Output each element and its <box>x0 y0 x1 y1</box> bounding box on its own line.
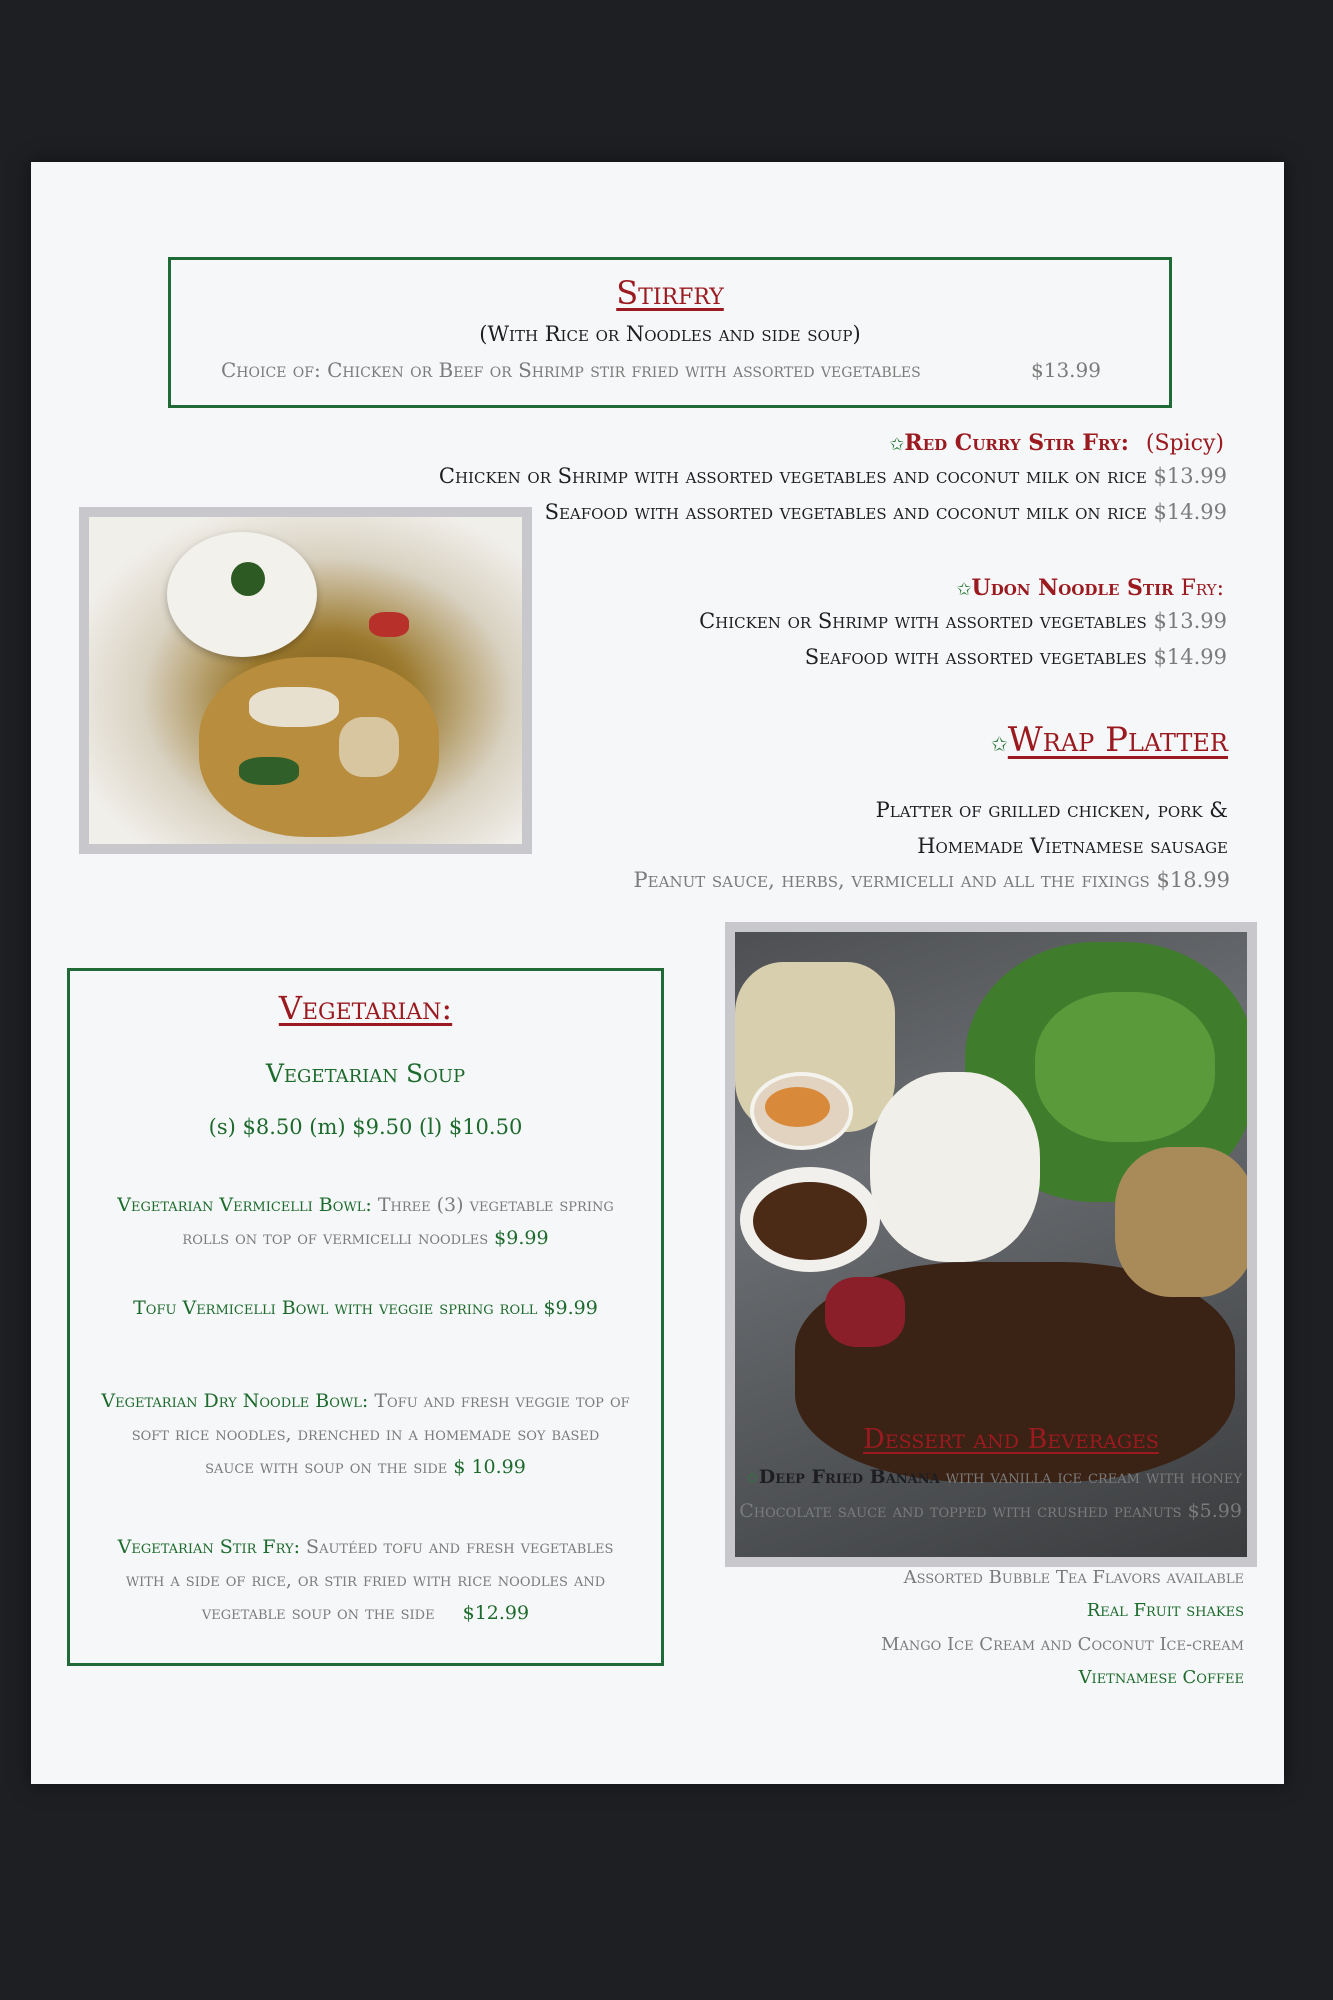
red-curry-photo <box>79 507 532 854</box>
dessert-title: Dessert and Beverages <box>863 1424 1159 1455</box>
veg-item-3-desc-a: Tofu and fresh veggie top of <box>374 1390 630 1412</box>
banana-desc-a: with vanilla ice cream with honey <box>945 1466 1242 1488</box>
star-icon: ✩ <box>991 732 1008 756</box>
wrap-line3-text: Peanut sauce, herbs, vermicelli and all the fixings <box>633 868 1150 892</box>
red-curry-line1-price: $13.99 <box>1153 464 1227 488</box>
veg-item-1-name: Vegetarian Vermicelli Bowl: <box>117 1194 372 1216</box>
vegetarian-title: Vegetarian: <box>278 989 453 1027</box>
banana-price: $5.99 <box>1187 1500 1242 1522</box>
udon-line2 <box>805 645 1227 669</box>
menu-page <box>31 162 1284 1784</box>
veg-item-4-desc-a: Sautéed tofu and fresh vegetables <box>306 1536 614 1558</box>
red-curry-line2-price: $14.99 <box>1153 500 1227 524</box>
stirfry-choice: Choice of: Chicken or Beef or Shrimp stir fried with assorted vegetables <box>221 358 921 382</box>
bev-3: Mango Ice Cream and Coconut Ice-cream <box>881 1634 1244 1655</box>
red-curry-line1-text: Chicken or Shrimp with assorted vegetables and coconut milk on rice <box>438 464 1147 488</box>
veg-item-3 <box>76 1385 655 1484</box>
udon-line1-text: Chicken or Shrimp with assorted vegetables <box>699 609 1147 633</box>
veg-item-1 <box>80 1189 651 1255</box>
veg-item-4-price: $12.99 <box>462 1602 530 1624</box>
red-curry-line2-text: Seafood with assorted vegetables and coconut milk on rice <box>544 500 1147 524</box>
wrap-price: $18.99 <box>1156 868 1230 892</box>
udon-header <box>957 575 1224 601</box>
star-icon: ✩ <box>956 580 972 600</box>
wrap-header <box>991 720 1228 760</box>
red-curry-line2 <box>545 500 1227 524</box>
stirfry-price: $13.99 <box>1031 358 1101 382</box>
veg-item-4-desc-c: vegetable soup on the side <box>201 1602 435 1624</box>
banana-desc-b: Chocolate sauce and topped with crushed peanuts <box>739 1500 1182 1522</box>
vegetarian-box <box>67 968 664 1666</box>
udon-line1-price: $13.99 <box>1153 609 1227 633</box>
veg-item-3-desc-b: soft rice noodles, drenched in a homemade soy based <box>131 1423 600 1445</box>
udon-title: Udon Noodle Stir <box>971 575 1174 601</box>
red-curry-line1 <box>439 464 1227 488</box>
red-curry-note: (Spicy) <box>1145 431 1224 456</box>
veg-item-3-name: Vegetarian Dry Noodle Bowl: <box>101 1390 369 1412</box>
wrap-line3 <box>634 868 1230 892</box>
stirfry-title: Stirfry <box>616 274 724 312</box>
veg-item-1-price: $9.99 <box>494 1227 549 1249</box>
bev-1: Assorted Bubble Tea Flavors available <box>903 1567 1244 1588</box>
udon-line1 <box>699 609 1227 633</box>
star-icon: ✩ <box>746 1469 759 1487</box>
veg-item-3-desc-c: sauce with soup on the side <box>205 1456 448 1478</box>
wrap-title: Wrap Platter <box>1007 720 1228 760</box>
bev-2: Real Fruit shakes <box>1086 1600 1244 1621</box>
veg-item-4 <box>76 1531 655 1630</box>
veg-item-4-desc-b: with a side of rice, or stir fried with rice noodles and <box>125 1569 606 1591</box>
stirfry-subtitle: (With Rice or Noodles and side soup) <box>479 322 861 346</box>
bev-4: Vietnamese Coffee <box>1078 1667 1244 1688</box>
banana-name: Deep Fried Banana <box>758 1466 940 1488</box>
wrap-line2: Homemade Vietnamese sausage <box>917 834 1228 858</box>
vegetarian-soup-title: Vegetarian Soup <box>265 1059 466 1088</box>
vegetarian-soup-prices: (s) $8.50 (m) $9.50 (l) $10.50 <box>208 1115 523 1139</box>
stirfry-box <box>168 257 1172 408</box>
wrap-line1: Platter of grilled chicken, pork & <box>875 798 1228 822</box>
veg-item-2-price: $9.99 <box>543 1297 598 1319</box>
veg-item-1-desc-a: Three (3) vegetable spring <box>377 1194 614 1216</box>
star-icon: ✩ <box>889 435 905 455</box>
udon-title-2: Fry: <box>1180 576 1224 601</box>
veg-item-3-price: $ 10.99 <box>453 1456 526 1478</box>
red-curry-header <box>890 430 1224 456</box>
udon-line2-text: Seafood with assorted vegetables <box>804 645 1147 669</box>
udon-line2-price: $14.99 <box>1153 645 1227 669</box>
banana-line1 <box>746 1466 1242 1488</box>
veg-item-2 <box>80 1297 651 1319</box>
red-curry-title: Red Curry Stir Fry: <box>904 430 1129 456</box>
veg-item-1-desc-b: rolls on top of vermicelli noodles <box>182 1227 489 1249</box>
veg-item-4-name: Vegetarian Stir Fry: <box>117 1536 300 1558</box>
banana-line2 <box>739 1500 1242 1522</box>
veg-item-2-name: Tofu Vermicelli Bowl with veggie spring roll <box>133 1297 538 1319</box>
